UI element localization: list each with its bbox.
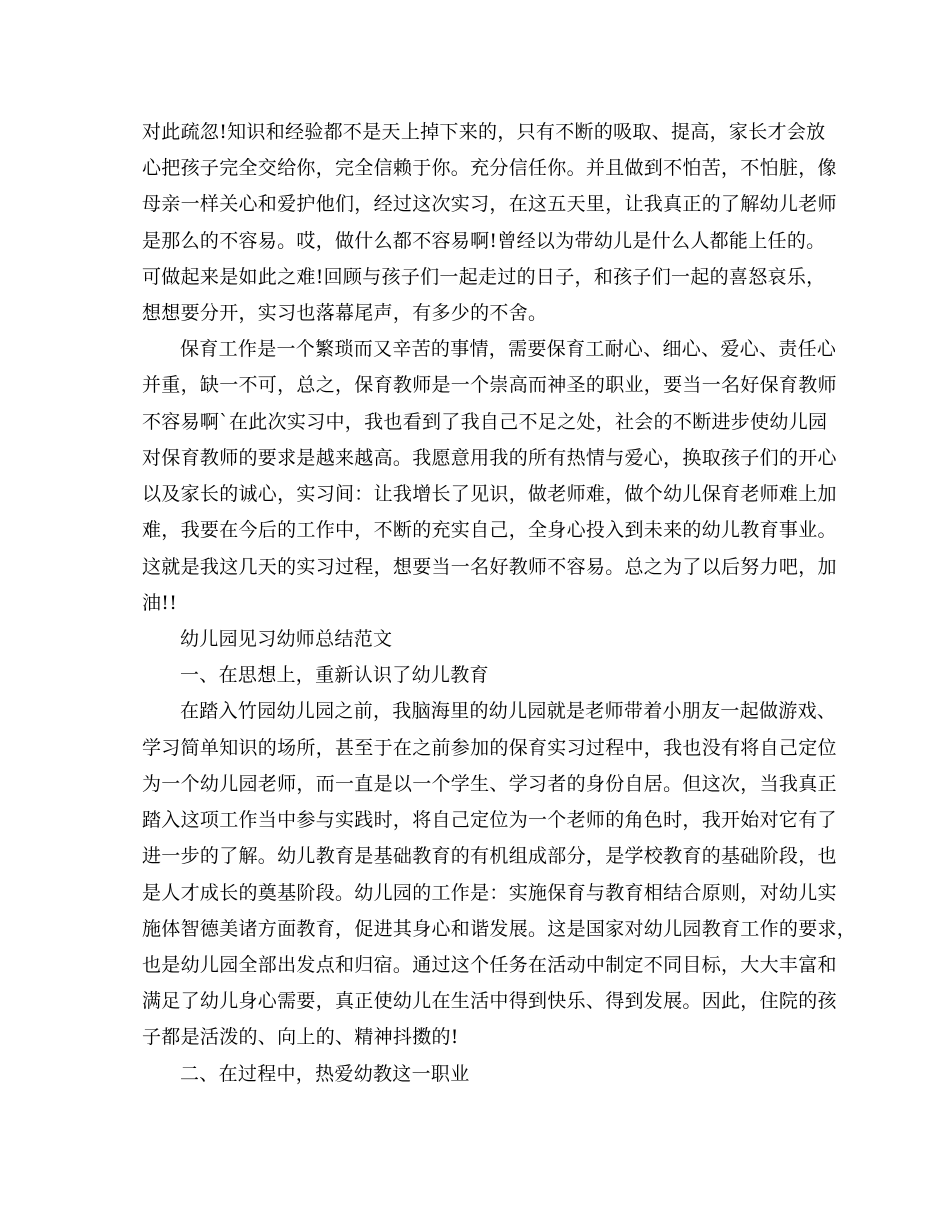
paragraph-line: 难，我要在今后的工作中，不断的充实自己，全身心投入到未来的幼儿教育事业。	[142, 519, 837, 541]
section-heading: 一、在思想上，重新认识了幼儿教育	[180, 664, 489, 686]
paragraph-line: 踏入这项工作当中参与实践时，将自己定位为一个老师的角色时，我开始对它有了	[142, 809, 837, 831]
paragraph-line: 心把孩子完全交给你，完全信赖于你。充分信任你。并且做到不怕苦，不怕脏，像	[142, 157, 837, 179]
paragraph-line: 对此疏忽!知识和经验都不是天上掉下来的，只有不断的吸取、提高，家长才会放	[142, 121, 826, 143]
paragraph-line: 为一个幼儿园老师，而一直是以一个学生、学习者的身份自居。但这次，当我真正	[142, 773, 837, 795]
paragraph-line: 这就是我这几天的实习过程，想要当一名好教师不容易。总之为了以后努力吧，加	[142, 556, 837, 578]
paragraph-line: 进一步的了解。幼儿教育是基础教育的有机组成部分，是学校教育的基础阶段，也	[142, 845, 837, 867]
paragraph-line: 油!!	[142, 592, 178, 614]
paragraph-line: 满足了幼儿身心需要，真正使幼儿在生活中得到快乐、得到发展。因此，住院的孩	[142, 990, 837, 1012]
section-title: 幼儿园见习幼师总结范文	[180, 628, 393, 650]
paragraph-line: 对保育教师的要求是越来越高。我愿意用我的所有热情与爱心，换取孩子们的开心	[142, 447, 837, 469]
paragraph-line: 保育工作是一个繁琐而又辛苦的事情，需要保育工耐心、细心、爱心、责任心	[180, 338, 837, 360]
paragraph-line: 子都是活泼的、向上的、精神抖擞的!	[142, 1026, 459, 1048]
paragraph-line: 想想要分开，实习也落幕尾声，有多少的不舍。	[142, 302, 548, 324]
paragraph-line: 是人才成长的奠基阶段。幼儿园的工作是：实施保育与教育相结合原则，对幼儿实	[142, 882, 837, 904]
paragraph-line: 施体智德美诸方面教育，促进其身心和谐发展。这是国家对幼儿园教育工作的要求，	[142, 918, 857, 940]
paragraph-line: 是那么的不容易。哎，做什么都不容易啊!曾经以为带幼儿是什么人都能上任的。	[142, 230, 826, 252]
paragraph-line: 母亲一样关心和爱护他们，经过这次实习，在这五天里，让我真正的了解幼儿老师	[142, 193, 837, 215]
paragraph-line: 也是幼儿园全部出发点和归宿。通过这个任务在活动中制定不同目标，大大丰富和	[142, 954, 837, 976]
paragraph-line: 以及家长的诚心，实习间：让我增长了见识，做老师难，做个幼儿保育老师难上加	[142, 483, 837, 505]
paragraph-line: 在踏入竹园幼儿园之前，我脑海里的幼儿园就是老师带着小朋友一起做游戏、	[180, 700, 837, 722]
paragraph-line: 学习简单知识的场所，甚至于在之前参加的保育实习过程中，我也没有将自己定位	[142, 737, 837, 759]
paragraph-line: 可做起来是如此之难!回顾与孩子们一起走过的日子，和孩子们一起的喜怒哀乐，	[142, 266, 826, 288]
paragraph-line: 并重，缺一不可，总之，保育教师是一个崇高而神圣的职业，要当一名好保育教师	[142, 374, 837, 396]
paragraph-line: 不容易啊`在此次实习中，我也看到了我自己不足之处，社会的不断进步使幼儿园	[142, 411, 828, 433]
section-heading: 二、在过程中，热爱幼教这一职业	[180, 1063, 470, 1085]
